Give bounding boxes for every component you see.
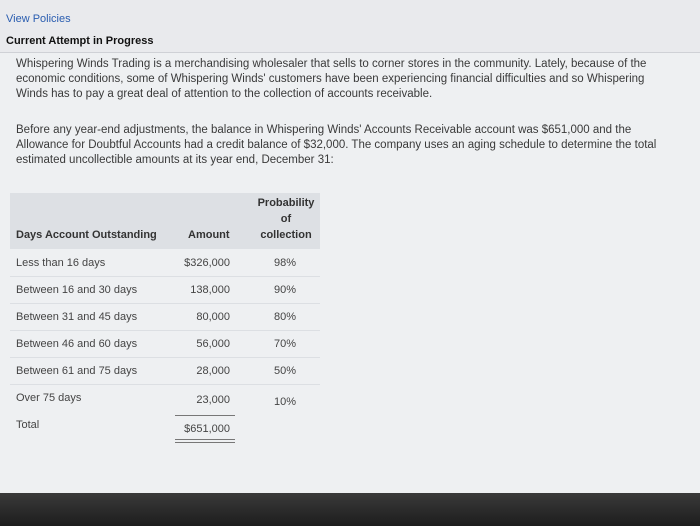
table-row-label: Over 75 days — [16, 392, 82, 404]
table-row-label: Between 61 and 75 days — [16, 365, 138, 377]
table-row-prob: 98% — [273, 257, 297, 269]
table-row-prob: 70% — [273, 338, 297, 350]
problem-paragraph-1: Whispering Winds Trading is a merchandising wholesaler that sells to corner stores in the community. Lately, because of the economic conditions, some of Whispering Winds' customers have been experiencing financial difficulties and so Whispering Winds has to pay a great deal of attention to the collection of accounts receivable. — [16, 58, 647, 100]
table-row-amount: 138,000 — [190, 284, 230, 296]
table-row-amount: 80,000 — [196, 311, 230, 323]
table-row-label: Less than 16 days — [16, 257, 106, 269]
row-divider — [10, 303, 320, 304]
col-header-prob-line3: collection — [260, 229, 312, 241]
problem-paragraph-2: Before any year-end adjustments, the balance in Whispering Winds' Accounts Receivable account was $651,000 and the Allowance for Doubtful Accounts had a credit balance of $32,000. The company uses an aging schedule to determine the total estimated uncollectible amounts at its year end, December 31: — [16, 124, 657, 166]
row-divider — [10, 276, 320, 277]
table-row-label: Between 46 and 60 days — [16, 338, 138, 350]
attempt-status: Current Attempt in Progress — [6, 35, 154, 47]
col-header-prob-line2: of — [280, 213, 292, 225]
subtotal-underline — [175, 415, 235, 416]
row-divider — [10, 384, 320, 385]
table-row-amount: $326,000 — [184, 257, 230, 269]
col-header-prob-line1: Probability — [257, 197, 315, 209]
total-double-underline-1 — [175, 439, 235, 440]
attempt-status-bar — [0, 30, 700, 53]
screen-bezel — [0, 493, 700, 526]
col-header-amount: Amount — [188, 229, 230, 241]
row-divider — [10, 330, 320, 331]
table-row-prob: 90% — [273, 284, 297, 296]
table-row-amount: 56,000 — [196, 338, 230, 350]
table-row-prob: 10% — [273, 396, 297, 408]
table-row-amount: 23,000 — [196, 394, 230, 406]
table-row-prob: 80% — [273, 311, 297, 323]
total-double-underline-2 — [175, 442, 235, 443]
table-row-amount: 28,000 — [196, 365, 230, 377]
view-policies-link[interactable]: View Policies — [6, 13, 71, 25]
table-row-prob: 50% — [273, 365, 297, 377]
col-header-days: Days Account Outstanding — [16, 229, 157, 241]
total-label: Total — [16, 419, 40, 431]
row-divider — [10, 357, 320, 358]
table-row-label: Between 31 and 45 days — [16, 311, 138, 323]
question-content — [0, 53, 700, 493]
table-row-label: Between 16 and 30 days — [16, 284, 138, 296]
total-amount: $651,000 — [184, 423, 230, 435]
